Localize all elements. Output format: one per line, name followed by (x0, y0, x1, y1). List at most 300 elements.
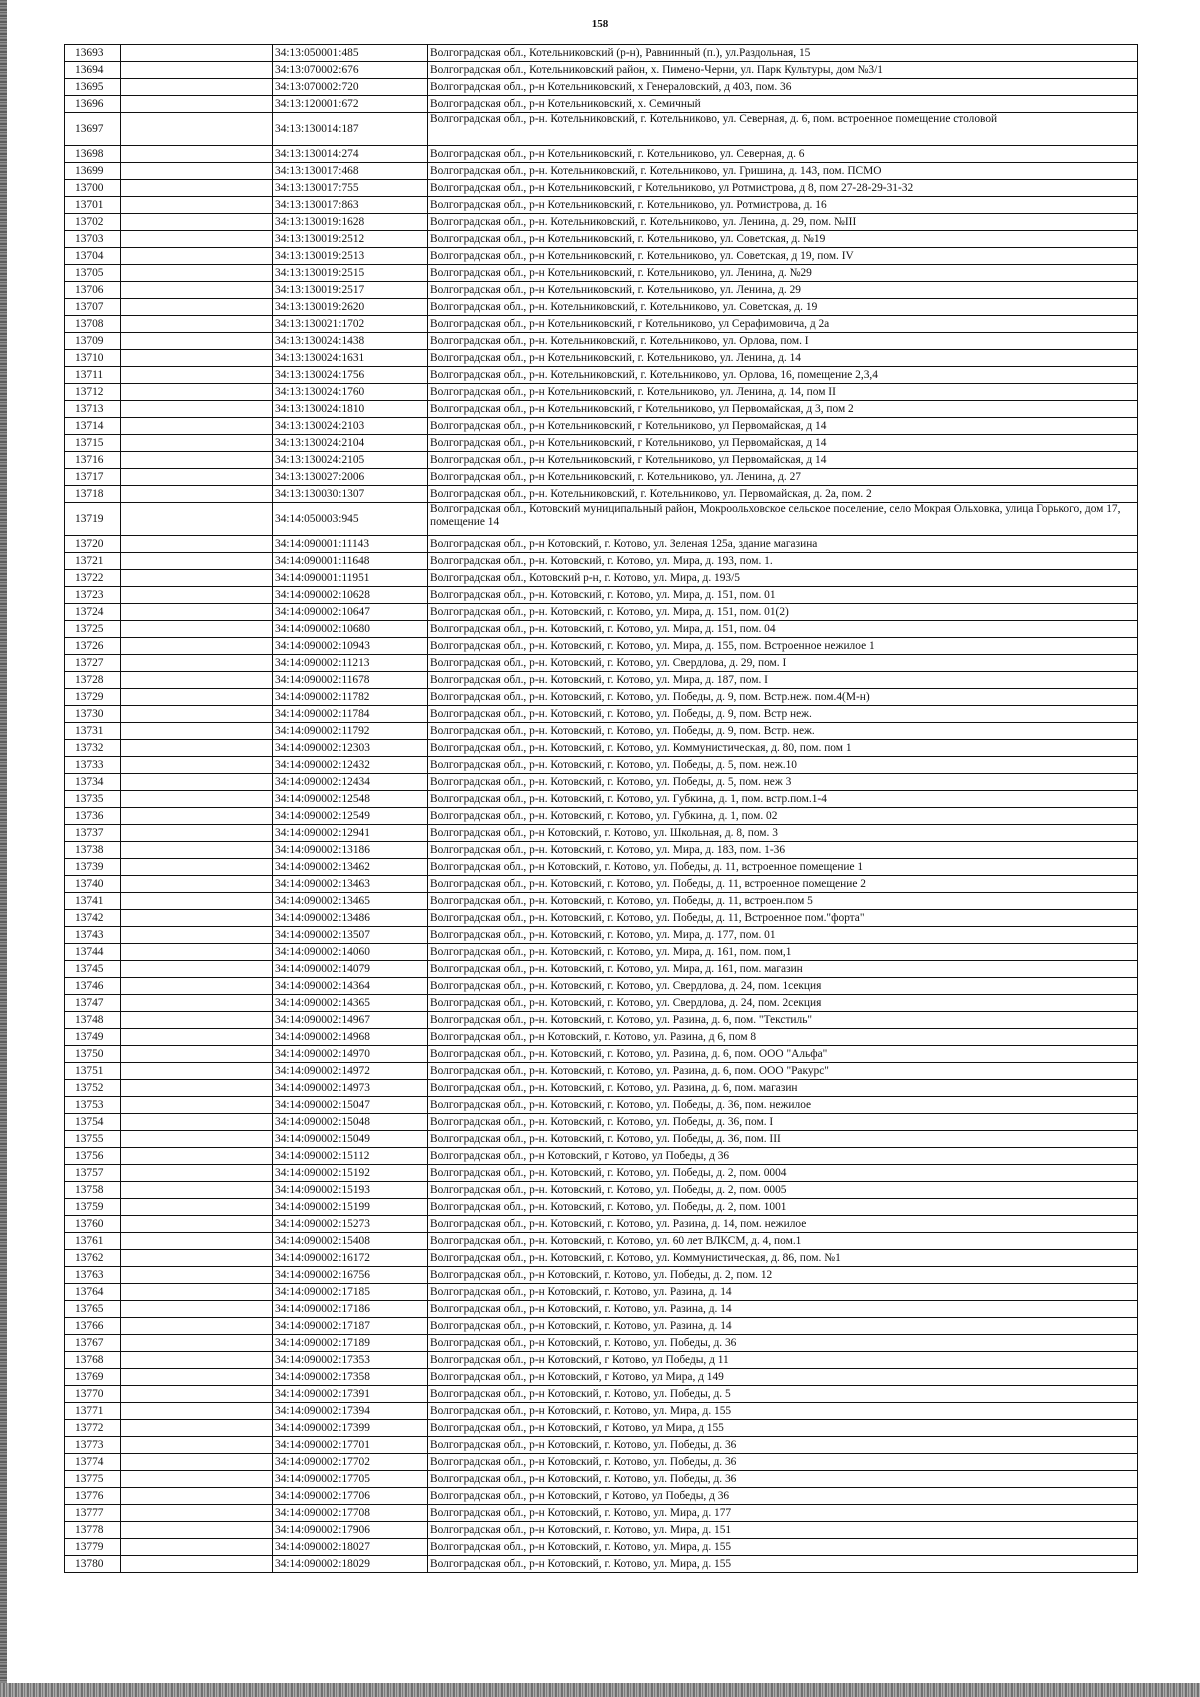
row-number-cell: 13760 (65, 1216, 121, 1233)
row-number-cell: 13729 (65, 689, 121, 706)
empty-cell (121, 1097, 273, 1114)
empty-cell (121, 638, 273, 655)
row-number-cell: 13704 (65, 248, 121, 265)
address-cell: Волгоградская обл., р-н Котельниковский, г Котельниково, ул Первомайская, д 3, пом 2 (428, 401, 1138, 418)
cadastral-number-cell: 34:14:090002:10647 (273, 604, 428, 621)
table-row (65, 536, 1138, 553)
empty-cell (121, 316, 273, 333)
cadastral-number-cell: 34:14:090002:14972 (273, 1063, 428, 1080)
table-row (65, 1080, 1138, 1097)
cadastral-number-cell: 34:14:090002:13486 (273, 910, 428, 927)
row-number-cell: 13772 (65, 1420, 121, 1437)
table-row (65, 961, 1138, 978)
cadastral-number-cell: 34:14:090002:10680 (273, 621, 428, 638)
table-row (65, 401, 1138, 418)
empty-cell (121, 1301, 273, 1318)
row-number-cell: 13757 (65, 1165, 121, 1182)
address-cell: Волгоградская обл., р-н Котельниковский, г Котельниково, ул Серафимовича, д 2а (428, 316, 1138, 333)
table-row (65, 944, 1138, 961)
cadastral-number-cell: 34:14:090002:14968 (273, 1029, 428, 1046)
table-row (65, 978, 1138, 995)
cadastral-number-cell: 34:14:090001:11951 (273, 570, 428, 587)
empty-cell (121, 876, 273, 893)
address-cell: Волгоградская обл., р-н Котельниковский, г. Котельниково, ул. Ленина, д. №29 (428, 265, 1138, 282)
row-number-cell: 13728 (65, 672, 121, 689)
address-cell: Волгоградская обл., р-н. Котовский, г. Котово, ул. Победы, д. 11, встроен.пом 5 (428, 893, 1138, 910)
table-row (65, 876, 1138, 893)
table-row (65, 825, 1138, 842)
cadastral-number-cell: 34:14:090002:17708 (273, 1505, 428, 1522)
empty-cell (121, 1556, 273, 1573)
empty-cell (121, 859, 273, 876)
row-number-cell: 13767 (65, 1335, 121, 1352)
cadastral-number-cell: 34:14:090002:17186 (273, 1301, 428, 1318)
address-cell: Волгоградская обл., р-н. Котовский, г. Котово, ул. Мира, д. 161, пом. магазин (428, 961, 1138, 978)
row-number-cell: 13752 (65, 1080, 121, 1097)
address-cell: Волгоградская обл., р-н. Котельниковский, г. Котельниково, ул. Советская, д. 19 (428, 299, 1138, 316)
table-row (65, 1233, 1138, 1250)
row-number-cell: 13753 (65, 1097, 121, 1114)
row-number-cell: 13706 (65, 282, 121, 299)
table-row (65, 808, 1138, 825)
cadastral-number-cell: 34:14:090002:11213 (273, 655, 428, 672)
table-row (65, 621, 1138, 638)
cadastral-number-cell: 34:14:090002:17906 (273, 1522, 428, 1539)
empty-cell (121, 825, 273, 842)
row-number-cell: 13716 (65, 452, 121, 469)
table-row (65, 96, 1138, 113)
cadastral-number-cell: 34:14:090002:17702 (273, 1454, 428, 1471)
address-cell: Волгоградская обл., р-н Котельниковский, г. Котельниково, ул. Советская, д. №19 (428, 231, 1138, 248)
row-number-cell: 13710 (65, 350, 121, 367)
address-cell: Волгоградская обл., р-н Котельниковский, х Генераловский, д 403, пом. 36 (428, 79, 1138, 96)
table-row (65, 1063, 1138, 1080)
empty-cell (121, 282, 273, 299)
address-cell: Волгоградская обл., р-н Котельниковский, х. Семичный (428, 96, 1138, 113)
row-number-cell: 13723 (65, 587, 121, 604)
address-cell: Волгоградская обл., р-н Котовский, г. Котово, ул. Мира, д. 155 (428, 1556, 1138, 1573)
empty-cell (121, 1454, 273, 1471)
address-cell: Волгоградская обл., р-н. Котовский, г. Котово, ул. Победы, д. 5, пом. неж.10 (428, 757, 1138, 774)
table-row (65, 1471, 1138, 1488)
cadastral-number-cell: 34:13:130030:1307 (273, 486, 428, 503)
row-number-cell: 13771 (65, 1403, 121, 1420)
table-row (65, 1454, 1138, 1471)
table-row (65, 1148, 1138, 1165)
address-cell: Волгоградская обл., р-н. Котовский, г. Котово, ул. Разина, д. 6, пом. ООО "Ракурс" (428, 1063, 1138, 1080)
table-row (65, 45, 1138, 62)
address-cell: Волгоградская обл., р-н. Котельниковский, г. Котельниково, ул. Орлова, пом. I (428, 333, 1138, 350)
table-row (65, 384, 1138, 401)
cadastral-number-cell: 34:14:090002:15047 (273, 1097, 428, 1114)
address-cell: Волгоградская обл., Котельниковский район, х. Пимено-Черни, ул. Парк Культуры, дом №3/1 (428, 62, 1138, 79)
cadastral-number-cell: 34:14:090002:15199 (273, 1199, 428, 1216)
address-cell: Волгоградская обл., р-н Котельниковский, г. Котельниково, ул. Ленина, д. 14 (428, 350, 1138, 367)
cadastral-number-cell: 34:14:090002:17701 (273, 1437, 428, 1454)
row-number-cell: 13765 (65, 1301, 121, 1318)
cadastral-number-cell: 34:14:090002:13186 (273, 842, 428, 859)
empty-cell (121, 808, 273, 825)
cadastral-number-cell: 34:14:090002:16756 (273, 1267, 428, 1284)
table-row (65, 1539, 1138, 1556)
row-number-cell: 13736 (65, 808, 121, 825)
empty-cell (121, 248, 273, 265)
empty-cell (121, 944, 273, 961)
address-cell: Волгоградская обл., р-н. Котовский, г. Котово, ул. Мира, д. 183, пом. 1-36 (428, 842, 1138, 859)
empty-cell (121, 45, 273, 62)
empty-cell (121, 384, 273, 401)
cadastral-number-cell: 34:13:130014:274 (273, 146, 428, 163)
empty-cell (121, 350, 273, 367)
address-cell: Волгоградская обл., р-н Котельниковский, г Котельниково, ул Первомайская, д 14 (428, 418, 1138, 435)
row-number-cell: 13769 (65, 1369, 121, 1386)
row-number-cell: 13775 (65, 1471, 121, 1488)
address-cell: Волгоградская обл., р-н Котовский, г. Котово, ул. Мира, д. 155 (428, 1539, 1138, 1556)
row-number-cell: 13749 (65, 1029, 121, 1046)
address-cell: Волгоградская обл., р-н. Котельниковский, г. Котельниково, ул. Ленина, д. 29, пом. №III (428, 214, 1138, 231)
row-number-cell: 13715 (65, 435, 121, 452)
empty-cell (121, 62, 273, 79)
cadastral-number-cell: 34:13:130014:187 (273, 113, 428, 146)
empty-cell (121, 452, 273, 469)
empty-cell (121, 79, 273, 96)
empty-cell (121, 1216, 273, 1233)
row-number-cell: 13707 (65, 299, 121, 316)
cadastral-number-cell: 34:14:090002:12941 (273, 825, 428, 842)
address-cell: Волгоградская обл., р-н. Котовский, г. Котово, ул. Мира, д. 151, пом. 01 (428, 587, 1138, 604)
cadastral-number-cell: 34:14:090002:13462 (273, 859, 428, 876)
cadastral-number-cell: 34:13:070002:720 (273, 79, 428, 96)
row-number-cell: 13713 (65, 401, 121, 418)
empty-cell (121, 1471, 273, 1488)
row-number-cell: 13724 (65, 604, 121, 621)
empty-cell (121, 1080, 273, 1097)
row-number-cell: 13712 (65, 384, 121, 401)
cadastral-number-cell: 34:14:090002:15193 (273, 1182, 428, 1199)
row-number-cell: 13717 (65, 469, 121, 486)
address-cell: Волгоградская обл., р-н. Котовский, г. Котово, ул. Победы, д. 2, пом. 1001 (428, 1199, 1138, 1216)
table-row (65, 927, 1138, 944)
empty-cell (121, 1420, 273, 1437)
row-number-cell: 13730 (65, 706, 121, 723)
table-row (65, 1301, 1138, 1318)
empty-cell (121, 1131, 273, 1148)
empty-cell (121, 1029, 273, 1046)
address-cell: Волгоградская обл., р-н Котовский, г Котово, ул Мира, д 155 (428, 1420, 1138, 1437)
row-number-cell: 13719 (65, 503, 121, 536)
address-cell: Волгоградская обл., р-н. Котовский, г. Котово, ул. Свердлова, д. 24, пом. 2секция (428, 995, 1138, 1012)
empty-cell (121, 689, 273, 706)
address-cell: Волгоградская обл., р-н Котельниковский, г. Котельниково, ул. Ленина, д. 14, пом II (428, 384, 1138, 401)
cadastral-number-cell: 34:14:090002:14970 (273, 1046, 428, 1063)
address-cell: Волгоградская обл., р-н Котовский, г. Котово, ул. Победы, д. 36 (428, 1335, 1138, 1352)
table-row (65, 1131, 1138, 1148)
cadastral-number-cell: 34:13:130017:755 (273, 180, 428, 197)
table-row (65, 1182, 1138, 1199)
row-number-cell: 13693 (65, 45, 121, 62)
table-row (65, 1216, 1138, 1233)
empty-cell (121, 1318, 273, 1335)
row-number-cell: 13711 (65, 367, 121, 384)
row-number-cell: 13698 (65, 146, 121, 163)
cadastral-number-cell: 34:14:090002:12432 (273, 757, 428, 774)
empty-cell (121, 927, 273, 944)
address-cell: Волгоградская обл., р-н Котельниковский, г Котельниково, ул Первомайская, д 14 (428, 435, 1138, 452)
cadastral-number-cell: 34:13:130019:2517 (273, 282, 428, 299)
row-number-cell: 13722 (65, 570, 121, 587)
cadastral-number-cell: 34:14:090002:17187 (273, 1318, 428, 1335)
cadastral-number-cell: 34:13:130021:1702 (273, 316, 428, 333)
row-number-cell: 13763 (65, 1267, 121, 1284)
table-row (65, 231, 1138, 248)
cadastral-number-cell: 34:14:090002:17353 (273, 1352, 428, 1369)
address-cell: Волгоградская обл., р-н Котельниковский, г. Котельниково, ул. Северная, д. 6 (428, 146, 1138, 163)
address-cell: Волгоградская обл., р-н Котовский, г Котово, ул Мира, д 149 (428, 1369, 1138, 1386)
table-row (65, 740, 1138, 757)
empty-cell (121, 774, 273, 791)
row-number-cell: 13700 (65, 180, 121, 197)
row-number-cell: 13768 (65, 1352, 121, 1369)
row-number-cell: 13732 (65, 740, 121, 757)
address-cell: Волгоградская обл., р-н. Котовский, г. Котово, ул. Мира, д. 151, пом. 04 (428, 621, 1138, 638)
empty-cell (121, 96, 273, 113)
address-cell: Волгоградская обл., р-н. Котовский, г. Котово, ул. Разина, д. 14, пом. нежилое (428, 1216, 1138, 1233)
address-cell: Волгоградская обл., р-н. Котовский, г. Котово, ул. Победы, д. 5, пом. неж 3 (428, 774, 1138, 791)
table-row (65, 79, 1138, 96)
empty-cell (121, 1267, 273, 1284)
row-number-cell: 13745 (65, 961, 121, 978)
cadastral-number-cell: 34:13:130017:468 (273, 163, 428, 180)
cadastral-number-cell: 34:13:130024:2105 (273, 452, 428, 469)
table-row (65, 1267, 1138, 1284)
cadastral-number-cell: 34:14:090002:14973 (273, 1080, 428, 1097)
table-row (65, 1522, 1138, 1539)
empty-cell (121, 672, 273, 689)
address-cell: Волгоградская обл., р-н Котовский, г. Котово, ул. Мира, д. 151 (428, 1522, 1138, 1539)
table-row (65, 367, 1138, 384)
row-number-cell: 13708 (65, 316, 121, 333)
table-row (65, 435, 1138, 452)
empty-cell (121, 299, 273, 316)
empty-cell (121, 1369, 273, 1386)
address-cell: Волгоградская обл., р-н. Котовский, г. Котово, ул. Победы, д. 11, встроенное помещение 2 (428, 876, 1138, 893)
empty-cell (121, 1012, 273, 1029)
cadastral-number-cell: 34:14:090002:12548 (273, 791, 428, 808)
cadastral-number-cell: 34:14:090002:11678 (273, 672, 428, 689)
scan-edge-bottom (0, 1683, 1200, 1697)
row-number-cell: 13744 (65, 944, 121, 961)
address-cell: Волгоградская обл., р-н Котовский, г Котово, ул Победы, д 11 (428, 1352, 1138, 1369)
cadastral-number-cell: 34:13:130024:1756 (273, 367, 428, 384)
row-number-cell: 13756 (65, 1148, 121, 1165)
table-row (65, 299, 1138, 316)
table-row (65, 706, 1138, 723)
empty-cell (121, 1063, 273, 1080)
cadastral-number-cell: 34:14:090002:10628 (273, 587, 428, 604)
table-row (65, 587, 1138, 604)
cadastral-number-cell: 34:14:090002:11792 (273, 723, 428, 740)
table-row (65, 570, 1138, 587)
empty-cell (121, 1182, 273, 1199)
cadastral-number-cell: 34:14:090002:10943 (273, 638, 428, 655)
table-row (65, 859, 1138, 876)
empty-cell (121, 113, 273, 146)
address-cell: Волгоградская обл., р-н. Котовский, г. Котово, ул. Победы, д. 9, пом. Встр. неж. (428, 723, 1138, 740)
row-number-cell: 13755 (65, 1131, 121, 1148)
cadastral-number-cell: 34:14:090002:17185 (273, 1284, 428, 1301)
address-cell: Волгоградская обл., р-н. Котовский, г. Котово, ул. Коммунистическая, д. 80, пом. пом 1 (428, 740, 1138, 757)
table-row (65, 350, 1138, 367)
address-cell: Волгоградская обл., р-н. Котельниковский, г. Котельниково, ул. Орлова, 16, помещение 2,3,4 (428, 367, 1138, 384)
cadastral-number-cell: 34:14:090002:12549 (273, 808, 428, 825)
empty-cell (121, 655, 273, 672)
row-number-cell: 13776 (65, 1488, 121, 1505)
row-number-cell: 13694 (65, 62, 121, 79)
address-cell: Волгоградская обл., р-н. Котовский, г. Котово, ул. Мира, д. 193, пом. 1. (428, 553, 1138, 570)
empty-cell (121, 1505, 273, 1522)
address-cell: Волгоградская обл., р-н Котельниковский, г Котельниково, ул Первомайская, д 14 (428, 452, 1138, 469)
row-number-cell: 13766 (65, 1318, 121, 1335)
address-cell: Волгоградская обл., Котельниковский (р-н), Равнинный (п.), ул.Раздольная, 15 (428, 45, 1138, 62)
empty-cell (121, 1199, 273, 1216)
table-row (65, 1420, 1138, 1437)
cadastral-number-cell: 34:13:130024:1631 (273, 350, 428, 367)
address-cell: Волгоградская обл., Котовский р-н, г. Котово, ул. Мира, д. 193/5 (428, 570, 1138, 587)
row-number-cell: 13742 (65, 910, 121, 927)
row-number-cell: 13748 (65, 1012, 121, 1029)
address-cell: Волгоградская обл., р-н Котовский, г. Котово, ул. Разина, д. 14 (428, 1301, 1138, 1318)
cadastral-number-cell: 34:14:090002:15192 (273, 1165, 428, 1182)
empty-cell (121, 146, 273, 163)
row-number-cell: 13751 (65, 1063, 121, 1080)
address-cell: Волгоградская обл., р-н. Котовский, г. Котово, ул. Мира, д. 161, пом. пом,1 (428, 944, 1138, 961)
address-cell: Волгоградская обл., р-н Котовский, г. Котово, ул. Победы, д. 11, встроенное помещение 1 (428, 859, 1138, 876)
table-row (65, 197, 1138, 214)
address-cell: Волгоградская обл., р-н. Котельниковский, г. Котельниково, ул. Гришина, д. 143, пом. ПСМО (428, 163, 1138, 180)
address-cell: Волгоградская обл., р-н Котовский, г. Котово, ул. Мира, д. 155 (428, 1403, 1138, 1420)
table-row (65, 1505, 1138, 1522)
address-cell: Волгоградская обл., р-н Котельниковский, г Котельниково, ул Ротмистрова, д 8, пом 27-28-29-31-32 (428, 180, 1138, 197)
empty-cell (121, 1114, 273, 1131)
cadastral-number-cell: 34:13:130019:2513 (273, 248, 428, 265)
table-row (65, 1437, 1138, 1454)
empty-cell (121, 333, 273, 350)
address-cell: Волгоградская обл., р-н Котельниковский, г. Котельниково, ул. Ленина, д. 29 (428, 282, 1138, 299)
address-cell: Волгоградская обл., р-н Котельниковский, г. Котельниково, ул. Ротмистрова, д. 16 (428, 197, 1138, 214)
cadastral-number-cell: 34:13:130024:2103 (273, 418, 428, 435)
empty-cell (121, 570, 273, 587)
address-cell: Волгоградская обл., р-н. Котовский, г. Котово, ул. Свердлова, д. 24, пом. 1секция (428, 978, 1138, 995)
table-row (65, 604, 1138, 621)
table-row (65, 1318, 1138, 1335)
address-cell: Волгоградская обл., р-н. Котовский, г. Котово, ул. Разина, д. 6, пом. магазин (428, 1080, 1138, 1097)
address-cell: Волгоградская обл., р-н. Котовский, г. Котово, ул. Победы, д. 36, пом. III (428, 1131, 1138, 1148)
table-row (65, 248, 1138, 265)
address-cell: Волгоградская обл., р-н Котовский, г Котово, ул Победы, д 36 (428, 1148, 1138, 1165)
cadastral-number-cell: 34:14:090002:17705 (273, 1471, 428, 1488)
empty-cell (121, 469, 273, 486)
empty-cell (121, 791, 273, 808)
cadastral-number-cell: 34:14:090002:17358 (273, 1369, 428, 1386)
cadastral-number-cell: 34:13:130019:2515 (273, 265, 428, 282)
address-cell: Волгоградская обл., р-н. Котельниковский, г. Котельниково, ул. Первомайская, д. 2а, пом. 2 (428, 486, 1138, 503)
table-row (65, 282, 1138, 299)
row-number-cell: 13740 (65, 876, 121, 893)
row-number-cell: 13779 (65, 1539, 121, 1556)
address-cell: Волгоградская обл., р-н. Котовский, г. Котово, ул. Мира, д. 177, пом. 01 (428, 927, 1138, 944)
table-row (65, 146, 1138, 163)
address-cell: Волгоградская обл., Котовский муниципальный район, Мокроольховское сельское поселение, село Мокрая Ольховка, улица Горького, дом 17, помещение 14 (428, 503, 1138, 536)
row-number-cell: 13758 (65, 1182, 121, 1199)
row-number-cell: 13696 (65, 96, 121, 113)
address-cell: Волгоградская обл., р-н. Котовский, г. Котово, ул. Победы, д. 2, пом. 0004 (428, 1165, 1138, 1182)
table-row (65, 791, 1138, 808)
address-cell: Волгоградская обл., р-н. Котовский, г. Котово, ул. Победы, д. 36, пом. нежилое (428, 1097, 1138, 1114)
row-number-cell: 13773 (65, 1437, 121, 1454)
cadastral-number-cell: 34:14:090002:16172 (273, 1250, 428, 1267)
cadastral-number-cell: 34:14:090002:13463 (273, 876, 428, 893)
address-cell: Волгоградская обл., р-н. Котовский, г. Котово, ул. Свердлова, д. 29, пом. I (428, 655, 1138, 672)
cadastral-number-cell: 34:14:090002:11782 (273, 689, 428, 706)
row-number-cell: 13738 (65, 842, 121, 859)
address-cell: Волгоградская обл., р-н Котовский, г. Котово, ул. Победы, д. 36 (428, 1437, 1138, 1454)
address-cell: Волгоградская обл., р-н Котовский, г Котово, ул Победы, д 36 (428, 1488, 1138, 1505)
empty-cell (121, 723, 273, 740)
address-cell: Волгоградская обл., р-н. Котельниковский, г. Котельниково, ул. Северная, д. 6, пом. встроенное помещение столовой (428, 113, 1138, 146)
empty-cell (121, 621, 273, 638)
row-number-cell: 13727 (65, 655, 121, 672)
address-cell: Волгоградская обл., р-н Котовский, г. Котово, ул. Разина, д. 14 (428, 1284, 1138, 1301)
table-row (65, 469, 1138, 486)
row-number-cell: 13778 (65, 1522, 121, 1539)
scan-edge-left (0, 0, 7, 1697)
address-cell: Волгоградская обл., р-н. Котовский, г. Котово, ул. Коммунистическая, д. 86, пом. №1 (428, 1250, 1138, 1267)
empty-cell (121, 587, 273, 604)
empty-cell (121, 1165, 273, 1182)
address-cell: Волгоградская обл., р-н Котовский, г. Котово, ул. Победы, д. 36 (428, 1471, 1138, 1488)
cadastral-number-cell: 34:14:090002:14967 (273, 1012, 428, 1029)
row-number-cell: 13725 (65, 621, 121, 638)
empty-cell (121, 1437, 273, 1454)
empty-cell (121, 706, 273, 723)
row-number-cell: 13737 (65, 825, 121, 842)
row-number-cell: 13750 (65, 1046, 121, 1063)
row-number-cell: 13734 (65, 774, 121, 791)
row-number-cell: 13718 (65, 486, 121, 503)
row-number-cell: 13697 (65, 113, 121, 146)
address-cell: Волгоградская обл., р-н Котовский, г. Котово, ул. Разина, д. 14 (428, 1318, 1138, 1335)
address-cell: Волгоградская обл., р-н. Котовский, г. Котово, ул. Разина, д. 6, пом. ООО "Альфа" (428, 1046, 1138, 1063)
table-row (65, 418, 1138, 435)
cadastral-number-cell: 34:14:090002:18029 (273, 1556, 428, 1573)
empty-cell (121, 214, 273, 231)
address-cell: Волгоградская обл., р-н. Котовский, г. Котово, ул. Разина, д. 6, пом. "Текстиль" (428, 1012, 1138, 1029)
table-row (65, 1250, 1138, 1267)
table-row (65, 910, 1138, 927)
address-cell: Волгоградская обл., р-н Котовский, г. Котово, ул. Победы, д. 36 (428, 1454, 1138, 1471)
table-row (65, 1386, 1138, 1403)
row-number-cell: 13777 (65, 1505, 121, 1522)
row-number-cell: 13764 (65, 1284, 121, 1301)
cadastral-number-cell: 34:13:130024:1810 (273, 401, 428, 418)
empty-cell (121, 401, 273, 418)
cadastral-number-cell: 34:14:090002:14365 (273, 995, 428, 1012)
address-cell: Волгоградская обл., р-н Котовский, г. Котово, ул. Разина, д 6, пом 8 (428, 1029, 1138, 1046)
empty-cell (121, 197, 273, 214)
address-cell: Волгоградская обл., р-н Котовский, г. Котово, ул. Зеленая 125а, здание магазина (428, 536, 1138, 553)
row-number-cell: 13746 (65, 978, 121, 995)
empty-cell (121, 961, 273, 978)
